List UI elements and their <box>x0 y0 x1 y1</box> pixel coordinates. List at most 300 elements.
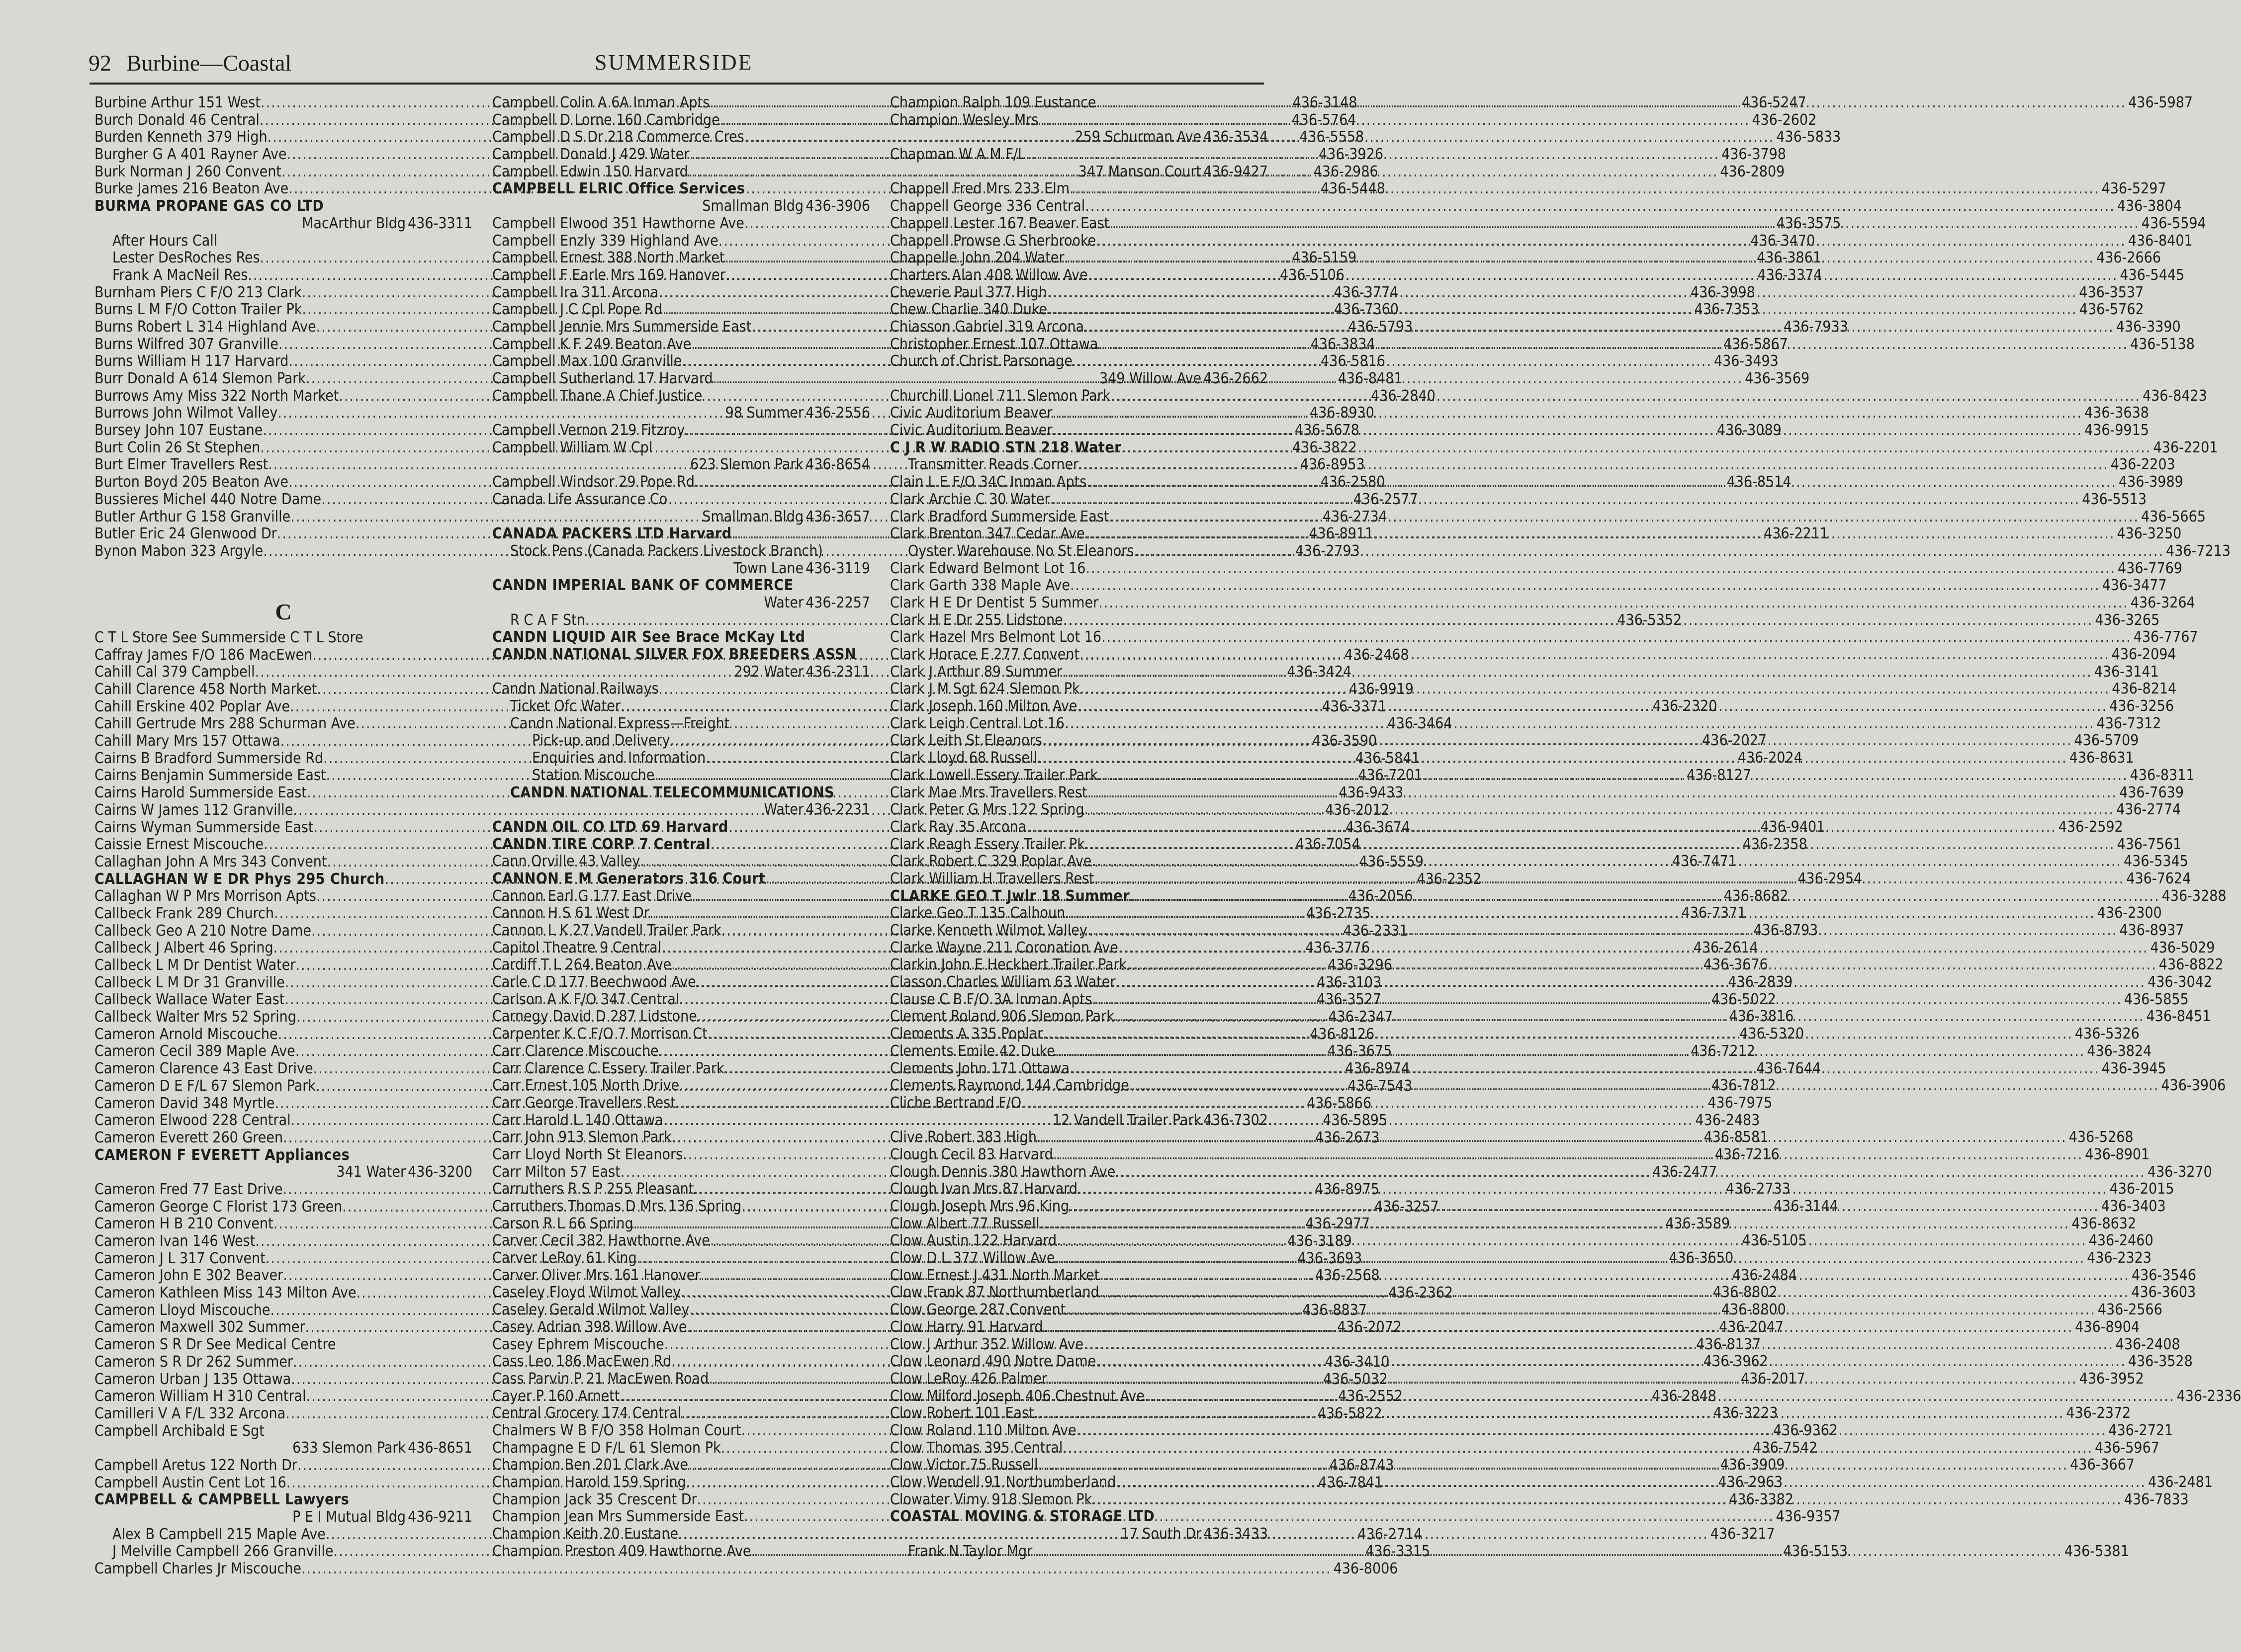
phone-number: 436-3119 <box>806 559 870 577</box>
listing-name: Caissie Ernest Miscouche <box>94 836 264 854</box>
listing-name: CANADA PACKERS LTD Harvard <box>492 525 732 543</box>
listing-name: Campbell Enzly 339 Highland Ave <box>492 232 718 250</box>
dot-leader <box>1115 974 2146 991</box>
phone-number: 436-8743 <box>1329 1456 1394 1474</box>
header-rule <box>90 83 1264 85</box>
phone-number: 436-3638 <box>2084 404 2149 422</box>
listing-name: Clow Robert 101 East <box>890 1404 1034 1422</box>
phone-number: 436-2483 <box>1695 1111 1760 1129</box>
dot-leader <box>1086 474 2117 491</box>
phone-number: 436-7543 <box>1347 1077 1413 1095</box>
listing-name: Butler Arthur G 158 Granville <box>94 508 291 525</box>
phone-number: 436-7353 <box>1694 301 1759 319</box>
listing-name: CANDN NATIONAL TELECOMMUNICATIONS <box>510 783 835 801</box>
phone-number: 436-3433 <box>1203 1525 1268 1543</box>
phone-number: 436-5764 <box>1291 111 1356 129</box>
dot-leader <box>1099 1267 2130 1285</box>
directory-listing <box>890 370 1268 388</box>
phone-number: 436-7212 <box>1691 1042 1756 1060</box>
listing-name: Champion Ben 201 Clark Ave <box>492 1456 688 1474</box>
listing-name: Burrows Amy Miss 322 North Market <box>94 387 339 405</box>
listing-name: 292 Water <box>734 663 804 681</box>
listing-name: Clements Emile 42 Duke <box>890 1042 1055 1060</box>
phone-number: 436-7767 <box>2133 628 2198 646</box>
phone-number: 436-2568 <box>1315 1267 1380 1285</box>
listing-name: Burgher G A 401 Rayner Ave <box>94 146 287 164</box>
listing-name: Champion Harold 159 Spring <box>492 1474 686 1491</box>
phone-number: 436-3667 <box>2070 1456 2135 1474</box>
phone-number: 436-2963 <box>1718 1474 1783 1491</box>
directory-listing <box>890 353 1268 370</box>
listing-name: CANDN OIL CO LTD 69 Harvard <box>492 818 728 836</box>
listing-name: Clow Milford Joseph 406 Chestnut Ave <box>890 1387 1145 1405</box>
listing-name: Cameron Cecil 389 Maple Ave <box>94 1043 295 1060</box>
phone-number: 436-8930 <box>1309 404 1374 422</box>
listing-name: Cameron D E F/L 67 Slemon Park <box>94 1077 316 1095</box>
phone-number: 436-2460 <box>2088 1232 2153 1250</box>
listing-name: Candn National Express—Freight <box>510 714 730 732</box>
phone-number: 436-5816 <box>1321 352 1385 370</box>
listing-name: 349 Willow Ave <box>1099 370 1202 387</box>
phone-number: 436-3998 <box>1690 283 1755 301</box>
listing-name: CANDN IMPERIAL BANK OF COMMERCE <box>492 577 794 595</box>
listing-name: Campbell Donald J 429 Water <box>492 146 690 164</box>
listing-name: R C A F Stn <box>510 611 585 629</box>
phone-number: 436-2094 <box>2111 646 2176 663</box>
listing-name: Clark H E Dr Dentist 5 Summer <box>890 594 1099 611</box>
directory-listing <box>94 215 472 233</box>
listing-name: Carver Oliver Mrs 161 Hanover <box>492 1266 701 1284</box>
listing-name: Cairns B Bradford Summerside Rd <box>94 749 324 767</box>
dot-leader <box>1043 1026 2073 1043</box>
listing-name: Clough Dennis 380 Hawthorn Ave <box>890 1163 1116 1181</box>
directory-listing <box>94 629 472 647</box>
listing-name: Campbell Elwood 351 Hawthorne Ave <box>492 214 744 232</box>
phone-number: 436-2614 <box>1693 939 1758 956</box>
listing-name: Callaghan John A Mrs 343 Convent <box>94 853 327 870</box>
phone-number: 436-7833 <box>2124 1490 2189 1508</box>
dot-leader <box>1098 595 2129 612</box>
dot-leader <box>1114 1008 2145 1026</box>
phone-number: 436-2468 <box>1344 646 1409 664</box>
phone-number: 436-3089 <box>1716 422 1782 439</box>
listing-name: Transmitter Reads Corner <box>908 456 1079 474</box>
listing-name: Clow Albert 77 Russell <box>890 1215 1040 1232</box>
listing-name: 623 Slemon Park <box>690 456 804 474</box>
listing-name: Clowater Vimy 918 Slemon Pk <box>890 1490 1092 1508</box>
phone-number: 436-5247 <box>1741 94 1806 111</box>
phone-number: 436-7312 <box>2096 714 2161 732</box>
listing-name: 341 Water <box>336 1163 406 1181</box>
listing-name: Clause C B F/O 3A Inman Apts <box>890 990 1092 1008</box>
listing-name: Stock Pens (Canada Packers Livestock Branch) <box>510 542 823 560</box>
listing-name: Burr Donald A 614 Slemon Park <box>94 370 306 387</box>
phone-number: 436-2477 <box>1652 1163 1717 1181</box>
directory-listing <box>492 388 870 405</box>
listing-name: Clow J Arthur 352 Willow Ave <box>890 1335 1084 1353</box>
phone-number: 436-3906 <box>2161 1077 2226 1095</box>
dot-leader <box>1087 922 2118 940</box>
listing-name: Cairns W James 112 Granville <box>94 801 293 819</box>
listing-name: Clark Horace E 277 Convent <box>890 646 1080 663</box>
directory-listing <box>94 1423 472 1440</box>
listing-name: Cahill Gertrude Mrs 288 Schurman Ave <box>94 715 356 733</box>
listing-name: Champion Jack 35 Crescent Dr <box>492 1490 697 1508</box>
listing-name: Cahill Cal 379 Campbell <box>94 663 255 681</box>
dot-leader <box>1047 284 2077 302</box>
phone-number: 436-3657 <box>806 508 870 525</box>
phone-number: 436-5678 <box>1294 422 1359 439</box>
phone-number: 436-2024 <box>1737 749 1802 767</box>
listing-name: Cameron Urban J 135 Ottawa <box>94 1370 291 1388</box>
listing-name: Clark H E Dr 255 Lidstone <box>890 611 1063 629</box>
listing-name: Carr Harold L 140 Ottawa <box>492 1111 663 1129</box>
listing-name: Clow Austin 122 Harvard <box>890 1232 1057 1250</box>
phone-number: 436-8423 <box>2142 387 2207 405</box>
listing-name: Cahill Erskine 402 Poplar Ave <box>94 697 290 715</box>
listing-name: Campbell Archibald E Sgt <box>94 1422 265 1440</box>
phone-number: 436-2408 <box>2115 1335 2180 1353</box>
directory-listing <box>492 491 870 509</box>
phone-number: 436-9211 <box>408 1508 472 1526</box>
listing-name: Bussieres Michel 440 Notre Dame <box>94 490 322 508</box>
phone-number: 436-3674 <box>1345 818 1410 836</box>
listing-name: Champion Jean Mrs Summerside East <box>492 1508 744 1526</box>
listing-name: Carruthers Thomas D Mrs 136 Spring <box>492 1198 742 1215</box>
listing-name: BURMA PROPANE GAS CO LTD <box>94 197 324 215</box>
phone-number: 436-2012 <box>1325 801 1390 819</box>
phone-number: 436-3528 <box>2128 1353 2193 1371</box>
listing-name: Campbell D S Dr 218 Commerce Cres <box>492 128 744 146</box>
phone-number: 436-5833 <box>1776 128 1841 146</box>
listing-name: Candn National Railways <box>492 680 659 698</box>
phone-number: 436-7054 <box>1295 836 1360 854</box>
phone-number: 436-9357 <box>1776 1508 1841 1526</box>
listing-name: Clark J Arthur 89 Summer <box>890 663 1063 681</box>
dot-leader <box>1096 233 2126 250</box>
listing-name: CANNON E M Generators 316 Court <box>492 869 766 887</box>
phone-number: 436-5029 <box>2150 939 2215 956</box>
phone-number: 436-5381 <box>2064 1542 2129 1560</box>
listing-name: Cameron Everett 260 Green <box>94 1129 283 1146</box>
listing-name: Burnham Piers C F/O 213 Clark <box>94 283 302 301</box>
listing-name: Cameron William H 310 Central <box>94 1388 306 1405</box>
phone-number: 436-7471 <box>1672 853 1737 870</box>
listing-name: Cameron Clarence 43 East Drive <box>94 1060 313 1078</box>
listing-name: Clarkin John E Heckbert Trailer Park <box>890 956 1127 974</box>
dot-leader <box>1080 681 2110 698</box>
business-listing <box>492 784 870 802</box>
dot-leader <box>1094 870 2125 888</box>
phone-number: 436-3676 <box>1703 956 1768 974</box>
listing-name: Canada Life Assurance Co <box>492 490 668 508</box>
directory-listing <box>890 628 2198 646</box>
listing-name: Cameron Kathleen Miss 143 Milton Ave <box>94 1284 357 1302</box>
listing-name: Clark Joseph 160 Milton Ave <box>890 697 1077 715</box>
listing-name: Campbell J C Cpl Pope Rd <box>492 301 663 319</box>
phone-number: 436-3822 <box>1292 438 1357 456</box>
business-listing <box>890 1508 1268 1526</box>
listing-name: Cameron S R Dr 262 Summer <box>94 1353 293 1371</box>
dot-leader <box>1096 1353 2126 1371</box>
directory-listing <box>492 715 870 733</box>
phone-number: 436-2954 <box>1797 869 1863 887</box>
phone-number: 436-2848 <box>1652 1387 1716 1405</box>
listing-name: Cameron Ivan 146 West <box>94 1232 256 1250</box>
phone-number: 436-3776 <box>1305 939 1370 957</box>
listing-name: Clough Joseph Mrs 96 King <box>890 1198 1070 1215</box>
phone-number: 436-8904 <box>2075 1318 2140 1336</box>
directory-listing <box>94 1336 472 1354</box>
listing-name: Callbeck J Albert 46 Spring <box>94 939 273 957</box>
listing-name: Chappell George 336 Central <box>890 197 1085 215</box>
listing-name: Cairns Benjamin Summerside East <box>94 767 326 784</box>
listing-name: Clark Mae Mrs Travellers Rest <box>890 783 1087 801</box>
directory-listing <box>94 1440 472 1457</box>
phone-number: 436-2552 <box>1338 1388 1403 1405</box>
listing-name: Bynon Mabon 323 Argyle <box>94 542 264 560</box>
phone-number: 436-2666 <box>2096 249 2161 267</box>
phone-number: 436-3989 <box>2118 473 2183 491</box>
dot-leader <box>1057 1232 2087 1250</box>
phone-number: 436-3926 <box>1319 146 1384 164</box>
phone-number: 436-2257 <box>806 594 870 611</box>
listing-name: Civic Auditorium Beaver <box>890 404 1053 422</box>
dot-leader <box>1070 1060 2100 1078</box>
listing-name: Chappelle John 204 Water <box>890 249 1065 267</box>
listing-name: Carver LeRoy 61 King <box>492 1249 637 1267</box>
dot-leader <box>1121 439 2151 457</box>
dot-leader <box>1085 836 2115 854</box>
listing-name: Clark Archie C 30 Water <box>890 490 1050 508</box>
listing-name: Clark William H Travellers Rest <box>890 869 1094 887</box>
listing-name: 12 Vandell Trailer Park <box>1052 1111 1202 1129</box>
listing-name: Clarke Kenneth Wilmot Valley <box>890 922 1087 939</box>
directory-listing <box>492 439 870 457</box>
listing-name: Cameron Maxwell 302 Summer <box>94 1318 305 1336</box>
phone-number: 436-8953 <box>1300 456 1365 474</box>
directory-listing <box>492 801 870 819</box>
phone-number: 436-2047 <box>1719 1318 1784 1336</box>
phone-number: 436-2734 <box>1322 508 1387 525</box>
listing-name: Cardiff T L 264 Beaton Ave <box>492 956 672 974</box>
listing-name: Chalmers W B F/O 358 Holman Court <box>492 1421 741 1439</box>
listing-name: CANDN TIRE CORP 7 Central <box>492 835 711 853</box>
phone-number: 436-2566 <box>2097 1301 2162 1319</box>
listing-name: Clark Brenton 347 Cedar Ave <box>890 525 1085 543</box>
phone-number: 436-3250 <box>2117 525 2182 543</box>
phone-number: 436-2721 <box>2108 1421 2173 1439</box>
listing-name: Civic Auditorium Beaver <box>890 422 1053 439</box>
dot-leader <box>1069 1198 2099 1216</box>
phone-number: 436-2311 <box>806 663 870 681</box>
phone-number: 436-8654 <box>806 456 870 474</box>
phone-number: 436-8137 <box>1696 1335 1761 1353</box>
dot-leader <box>1052 405 2082 422</box>
phone-number: 436-3527 <box>1317 991 1381 1009</box>
listing-name: Cameron John E 302 Beaver <box>94 1267 283 1285</box>
listing-name: Clow Roland 110 Milton Ave <box>890 1421 1076 1439</box>
phone-number: 436-8214 <box>2112 680 2177 698</box>
dot-leader <box>1085 560 2116 578</box>
phone-number: 436-3569 <box>1745 370 1810 387</box>
listing-name: Burch Donald 46 Central <box>94 111 260 129</box>
phone-number: 436-8651 <box>408 1439 472 1457</box>
dot-leader <box>1053 1146 2083 1164</box>
listing-name: Clive Robert 383 High <box>890 1129 1037 1146</box>
phone-number: 436-8311 <box>2130 766 2195 784</box>
listing-name: Classon Charles William 63 Water <box>890 973 1116 991</box>
listing-name: Churchill Lionel 711 Slemon Park <box>890 387 1111 405</box>
phone-number: 436-5448 <box>1320 180 1385 198</box>
listing-name: Carr Ernest 105 North Drive <box>492 1077 680 1095</box>
listing-name: Burns William H 117 Harvard <box>94 352 289 370</box>
phone-number: 436-3042 <box>2148 973 2212 991</box>
listing-name: Burt Elmer Travellers Rest <box>94 456 269 474</box>
phone-number: 436-3374 <box>1757 266 1822 284</box>
phone-number: 436-8837 <box>1302 1301 1367 1319</box>
phone-number: 436-8911 <box>1309 525 1374 543</box>
listing-name: CAMERON F EVERETT Appliances <box>94 1146 350 1164</box>
directory-listing <box>492 664 870 681</box>
phone-number: 436-3962 <box>1703 1353 1768 1371</box>
phone-number: 436-3546 <box>2131 1266 2196 1284</box>
phone-number: 436-8632 <box>2071 1215 2137 1232</box>
page-range: Burbine—Coastal <box>126 50 292 76</box>
business-listing <box>94 1491 472 1509</box>
phone-number: 436-3603 <box>2131 1284 2196 1302</box>
phone-number: 436-5967 <box>2095 1439 2159 1457</box>
phone-number: 436-5558 <box>1299 128 1364 146</box>
listing-name: Caffray James F/O 186 MacEwen <box>94 646 313 664</box>
dot-leader <box>1110 388 2141 405</box>
phone-number: 436-8514 <box>1726 473 1792 491</box>
phone-number: 436-5105 <box>1742 1232 1807 1250</box>
phone-number: 436-7201 <box>1358 767 1423 784</box>
listing-name: Caseley Gerald Wilmot Valley <box>492 1301 690 1319</box>
listing-name: Callbeck Geo A 210 Notre Dame <box>94 922 311 940</box>
dot-leader <box>1101 629 2132 646</box>
dot-leader <box>1085 198 2115 215</box>
listing-name: Cameron S R Dr See Medical Centre <box>94 1336 336 1354</box>
directory-listing <box>890 559 2182 578</box>
dot-leader <box>1047 1371 2077 1388</box>
phone-number: 436-5895 <box>1323 1112 1388 1130</box>
dot-leader <box>1116 1474 2146 1491</box>
dot-leader <box>1070 180 2100 198</box>
phone-number: 436-3477 <box>2102 577 2167 595</box>
listing-name: Clow D L 377 Willow Ave <box>890 1249 1055 1267</box>
listing-name: Burk Norman J 260 Convent <box>94 163 282 180</box>
listing-name: C T L Store See Summerside C T L Store <box>94 628 363 646</box>
dot-leader <box>1092 1491 2122 1509</box>
spacer <box>94 560 472 595</box>
phone-number: 436-5326 <box>2074 1025 2140 1043</box>
listing-name: Champagne E D F/L 61 Slemon Pk <box>492 1439 721 1457</box>
business-listing <box>492 577 870 595</box>
phone-number: 436-2017 <box>1740 1370 1805 1388</box>
listing-name: Carr Clarence C Essery Trailer Park <box>492 1059 724 1077</box>
listing-name: Burbine Arthur 151 West <box>94 94 261 111</box>
phone-number: 436-8581 <box>1703 1129 1769 1146</box>
phone-number: 436-8974 <box>1345 1060 1410 1078</box>
listing-name: Cannon L K 27 Vandell Trailer Park <box>492 922 721 939</box>
directory-listing <box>890 594 2195 612</box>
directory-listing <box>890 129 1268 146</box>
phone-number: 436-3390 <box>2116 318 2181 336</box>
dot-leader <box>1130 888 2160 905</box>
phone-number: 436-5822 <box>1317 1404 1382 1422</box>
listing-name: Campbell Charles Jr Miscouche <box>94 1560 301 1578</box>
phone-number: 436-3537 <box>2079 283 2144 301</box>
dot-leader <box>1115 1164 2146 1181</box>
listing-name: MacArthur Bldg <box>302 214 406 232</box>
phone-number: 436-7302 <box>1203 1111 1268 1129</box>
phone-number: 436-5352 <box>1617 611 1682 629</box>
listing-name: After Hours Call <box>112 232 218 250</box>
phone-number: 436-5445 <box>2120 266 2185 284</box>
listing-name: Clark Bradford Summerside East <box>890 508 1109 525</box>
phone-number: 436-2602 <box>1752 111 1817 129</box>
phone-number: 436-3590 <box>1312 732 1377 750</box>
listing-name: COASTAL MOVING & STORAGE LTD <box>890 1508 1155 1526</box>
phone-number: 436-2331 <box>1343 922 1408 940</box>
phone-number: 436-5793 <box>1348 318 1413 336</box>
phone-number: 436-2809 <box>1720 163 1785 180</box>
phone-number: 436-7360 <box>1334 301 1399 319</box>
phone-number: 436-2362 <box>1388 1284 1453 1302</box>
phone-number: 436-3493 <box>1713 352 1779 370</box>
listing-name: Cameron H B 210 Convent <box>94 1215 273 1233</box>
phone-number: 436-8800 <box>1721 1301 1786 1319</box>
listing-name: J Melville Campbell 266 Granville <box>112 1543 334 1561</box>
phone-number: 436-3144 <box>1773 1198 1838 1215</box>
phone-number: 436-9362 <box>1773 1421 1838 1439</box>
phone-number: 436-5345 <box>2124 853 2188 870</box>
listing-name: Clements Raymond 144 Cambridge <box>890 1077 1129 1095</box>
phone-number: 436-5987 <box>2128 94 2193 111</box>
phone-number: 436-2714 <box>1357 1525 1423 1543</box>
phone-number: 436-5268 <box>2068 1129 2134 1146</box>
listing-name: Clough Ivan Mrs 87 Harvard <box>890 1180 1077 1198</box>
listing-name: Cairns Harold Summerside East <box>94 784 307 802</box>
dot-leader <box>1064 250 2094 267</box>
phone-number: 436-3798 <box>1721 146 1786 164</box>
listing-name: Clark Leigh Central Lot 16 <box>890 714 1065 732</box>
listing-name: P E I Mutual Bldg <box>292 1508 406 1526</box>
listing-name: Chew Charlie 340 Duke <box>890 301 1048 319</box>
directory-listing <box>890 1095 1268 1112</box>
listing-name: Carlson A K F/O 347 Central <box>492 990 680 1008</box>
listing-name: Campbell F Earle Mrs 169 Hanover <box>492 266 725 284</box>
directory-listing <box>94 1164 472 1181</box>
phone-number: 436-9427 <box>1203 163 1268 180</box>
phone-number: 436-2352 <box>1417 870 1482 888</box>
dot-leader <box>1037 750 2067 767</box>
phone-number: 436-8451 <box>2146 1008 2211 1026</box>
phone-number: 436-2577 <box>1353 490 1418 508</box>
phone-number: 436-2793 <box>1295 542 1360 560</box>
dot-leader <box>1077 1181 2108 1198</box>
dot-leader <box>1052 422 2082 439</box>
listing-name: Clark Hazel Mrs Belmont Lot 16 <box>890 628 1102 646</box>
listing-name: Clements A 335 Poplar <box>890 1025 1043 1043</box>
phone-number: 436-3200 <box>408 1163 472 1181</box>
phone-number: 436-5866 <box>1307 1094 1372 1112</box>
listing-name: C J R W RADIO STN 218 Water <box>890 438 1121 456</box>
phone-number: 436-3371 <box>1322 697 1387 715</box>
phone-number: 436-5841 <box>1355 749 1420 767</box>
